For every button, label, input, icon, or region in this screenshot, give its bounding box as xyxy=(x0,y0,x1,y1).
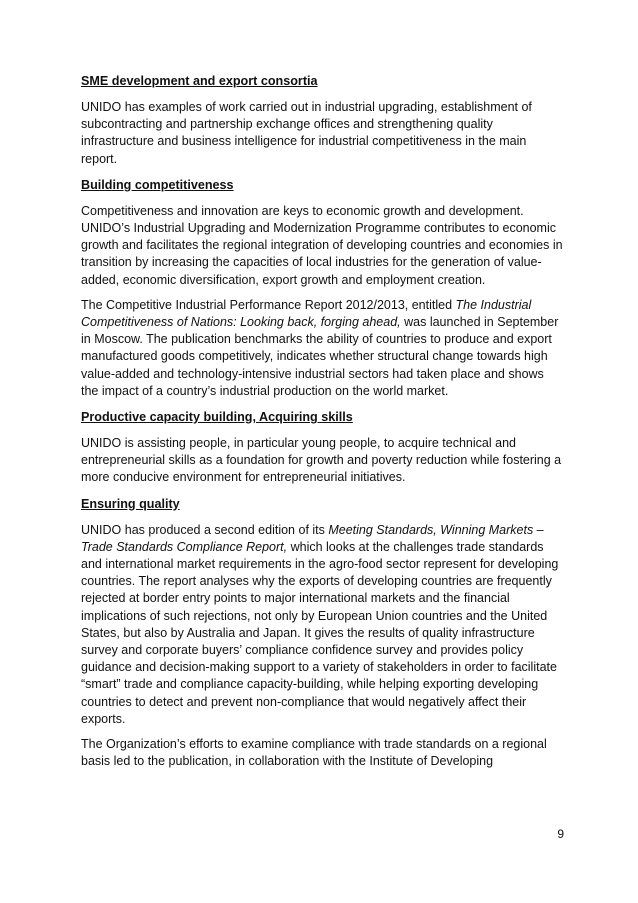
paragraph xyxy=(81,297,563,400)
section-heading: Ensuring quality xyxy=(81,496,180,511)
text-segment: UNIDO is assisting people, in particular young people, to acquire technical and entrepreneurial skills as a foundation for growth and poverty reduction while fostering a more conducive environment for entrepreneurial initiatives. xyxy=(81,436,562,485)
section-ensuring-quality xyxy=(81,495,563,771)
text-segment: The Organization’s efforts to examine compliance with trade standards on a regional basis led to the publication, in collaboration with the Institute of Developing xyxy=(81,737,547,769)
text-segment: UNIDO has produced a second edition of its xyxy=(81,522,329,537)
section-sme-development xyxy=(81,72,563,168)
section-heading: SME development and export consortia xyxy=(81,74,318,88)
paragraph xyxy=(81,203,563,289)
paragraph xyxy=(81,435,563,487)
italic-title: The Industrial Competitiveness of Nations: Looking back, forging ahead, xyxy=(81,297,532,330)
paragraph xyxy=(81,99,563,168)
section-building-competitiveness xyxy=(81,176,563,400)
section-heading: Productive capacity building, Acquiring skills xyxy=(81,410,353,425)
section-heading: Building competitiveness xyxy=(81,177,234,192)
page-number: 9 xyxy=(557,827,564,841)
paragraph xyxy=(81,736,563,770)
italic-title: Meeting Standards, Winning Markets – Trade Standards Compliance Report, xyxy=(81,522,544,554)
text-segment: which looks at the challenges trade standards and international market requirements in the agro-food sector represent for developing countries. The report analyses why the exports of developing countries are frequently rejected at border entry points to major international markets and the financial implications of such rejections, not only by European Union countries and the United States, but also by Australia and Japan. It gives the results of quality infrastructure survey and corporate buyers’ compliance confidence survey and provides policy guidance and decision-making support to a variety of stakeholders in order to facilitate “smart” trade and compliance capacity-building, while helping exporting developing countries to detect and prevent non-compliance that would negatively affect their exports. xyxy=(81,539,559,726)
text-segment: The Competitive Industrial Performance Report 2012/2013, entitled xyxy=(81,297,456,312)
paragraph xyxy=(81,522,563,728)
section-productive-capacity xyxy=(81,408,563,487)
text-segment: UNIDO has examples of work carried out in industrial upgrading, establishment of subcontracting and partnership exchange offices and strengthening quality infrastructure and business intelligence for industrial competitiveness in the main report. xyxy=(81,100,532,166)
text-segment: Competitiveness and innovation are keys to economic growth and development. UNIDO’s Industrial Upgrading and Modernization Programme contributes to economic growth and facilitates the regional integration of developing countries and economies in transition by increasing the capacities of local industries for the generation of value-added, economic diversification, export growth and employment creation. xyxy=(81,203,563,287)
text-segment: was launched in September in Moscow. The publication benchmarks the ability of countries to produce and export manufactured goods competitively, indicates whether structural change towards high value-added and technology-intensive industrial sectors had taken place and shows the impact of a country’s industrial production on the world market. xyxy=(81,315,559,398)
document-page xyxy=(81,72,563,779)
